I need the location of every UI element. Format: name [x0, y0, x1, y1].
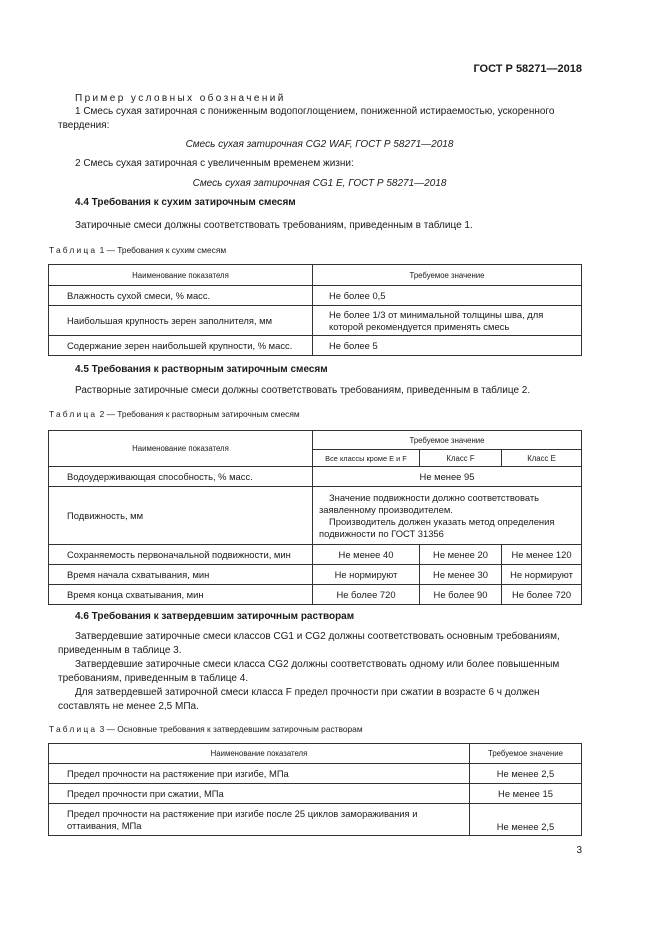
- section-4-6-p1: Затвердевшие затирочные смеси классов CG1 и CG2 должны соответствовать основным требованиям, приведенным в таблице 3.: [58, 631, 560, 656]
- table-row: [49, 286, 582, 306]
- section-4-6-p3: Для затвердевшей затирочной смеси класса F предел прочности при сжатии в возрасте 6 ч должен составлять не менее 2,5 МПа.: [58, 687, 540, 712]
- table-cell: Время начала схватывания, мин: [49, 565, 313, 585]
- table-cell: Не менее 15: [470, 784, 582, 804]
- table-3-header-name: Наименование показателя: [49, 744, 470, 764]
- table-cell: Не более 1/3 от минимальной толщины шва, для которой рекомендуется применять смесь: [313, 306, 582, 336]
- table-2-caption: [49, 409, 300, 419]
- table-cell: Не нормируют: [313, 565, 420, 585]
- table-row: [49, 764, 582, 784]
- table-1-header-value: Требуемое значение: [313, 265, 582, 286]
- table-cell: Не нормируют: [502, 565, 582, 585]
- table-cell: Предел прочности при сжатии, МПа: [49, 784, 470, 804]
- table-cell: Время конца схватывания, мин: [49, 585, 313, 605]
- table-cell: Содержание зерен наибольшей крупности, % масс.: [49, 336, 313, 356]
- table-2-caption-text: 2 — Требования к растворным затирочным смесям: [99, 409, 300, 419]
- table-cell: Не менее 20: [420, 545, 502, 565]
- table-cell: Не менее 30: [420, 565, 502, 585]
- table-cell: Не менее 95: [313, 467, 582, 487]
- table-cell: Подвижность, мм: [49, 487, 313, 545]
- table-row: [49, 467, 582, 487]
- section-4-6-p2: Затвердевшие затирочные смеси класса CG2 должны соответствовать одному или более повышенным требованиям, приведенным в таблице 4.: [58, 659, 560, 684]
- table-3: [48, 743, 582, 836]
- table-cell: [313, 487, 582, 545]
- table-cell: Сохраняемость первоначальной подвижности, мин: [49, 545, 313, 565]
- table-1-caption-label: Таблица: [49, 245, 98, 255]
- table-2-subheader-f: Класс F: [420, 450, 502, 467]
- table-2-header-value: Требуемое значение: [313, 431, 582, 450]
- table-row: [49, 545, 582, 565]
- table-cell: Влажность сухой смеси, % масс.: [49, 286, 313, 306]
- table-cell: Не более 0,5: [313, 286, 582, 306]
- table-row: [49, 487, 582, 545]
- mobility-note-1: Значение подвижности должно соответствовать заявленному производителем.: [319, 491, 540, 515]
- section-4-6-title: 4.6 Требования к затвердевшим затирочным растворам: [75, 611, 355, 622]
- table-row: [49, 336, 582, 356]
- table-row: [49, 804, 582, 836]
- page-number: 3: [576, 845, 582, 856]
- table-cell: Не менее 120: [502, 545, 582, 565]
- table-row: [49, 306, 582, 336]
- table-2-subheader-e: Класс E: [502, 450, 582, 467]
- table-cell: Не менее 2,5: [470, 804, 582, 836]
- example-code-2: Смесь сухая затирочная CG1 E, ГОСТ Р 58271—2018: [192, 178, 447, 189]
- table-cell: Не менее 40: [313, 545, 420, 565]
- table-cell: Водоудерживающая способность, % масс.: [49, 467, 313, 487]
- example-item-2: 2 Смесь сухая затирочная с увеличенным временем жизни:: [75, 158, 354, 169]
- example-code-1: Смесь сухая затирочная CG2 WAF, ГОСТ Р 58271—2018: [185, 139, 454, 150]
- table-cell: Предел прочности на растяжение при изгибе, МПа: [49, 764, 470, 784]
- table-1-caption-text: 1 — Требования к сухим смесям: [99, 245, 227, 255]
- table-3-caption-label: Таблица: [49, 724, 98, 734]
- table-cell: Не более 5: [313, 336, 582, 356]
- document-header: ГОСТ Р 58271—2018: [473, 63, 582, 75]
- table-3-header-value: Требуемое значение: [470, 744, 582, 764]
- table-cell: Предел прочности на растяжение при изгибе после 25 циклов замораживания и оттаивания, МПа: [49, 804, 470, 836]
- table-cell: Не более 720: [313, 585, 420, 605]
- table-row: [49, 585, 582, 605]
- table-3-caption: [49, 724, 363, 734]
- table-cell: Не менее 2,5: [470, 764, 582, 784]
- table-cell: Не более 90: [420, 585, 502, 605]
- section-4-5-text: Растворные затирочные смеси должны соответствовать требованиям, приведенным в таблице 2.: [75, 385, 531, 396]
- section-4-4-text: Затирочные смеси должны соответствовать требованиям, приведенным в таблице 1.: [75, 220, 473, 231]
- section-4-4-title: 4.4 Требования к сухим затирочным смесям: [75, 197, 296, 208]
- mobility-note-2: Производитель должен указать метод определения подвижности по ГОСТ 31356: [319, 515, 555, 539]
- section-4-5-title: 4.5 Требования к растворным затирочным смесям: [75, 364, 328, 375]
- table-2-header-name: Наименование показателя: [49, 431, 313, 467]
- table-2: [48, 430, 582, 605]
- example-heading: Пример условных обозначений: [75, 93, 286, 104]
- table-cell: Наибольшая крупность зерен заполнителя, мм: [49, 306, 313, 336]
- table-3-caption-text: 3 — Основные требования к затвердевшим затирочным растворам: [99, 724, 363, 734]
- table-2-subheader-all: Все классы кроме E и F: [313, 450, 420, 467]
- table-row: [49, 565, 582, 585]
- table-1-caption: [49, 245, 226, 255]
- table-2-caption-label: Таблица: [49, 409, 98, 419]
- table-cell: Не более 720: [502, 585, 582, 605]
- table-row: [49, 784, 582, 804]
- table-1-header-name: Наименование показателя: [49, 265, 313, 286]
- table-1: [48, 264, 582, 356]
- example-item-1: 1 Смесь сухая затирочная с пониженным водопоглощением, пониженной истираемостью, ускоренного твердения:: [58, 106, 555, 131]
